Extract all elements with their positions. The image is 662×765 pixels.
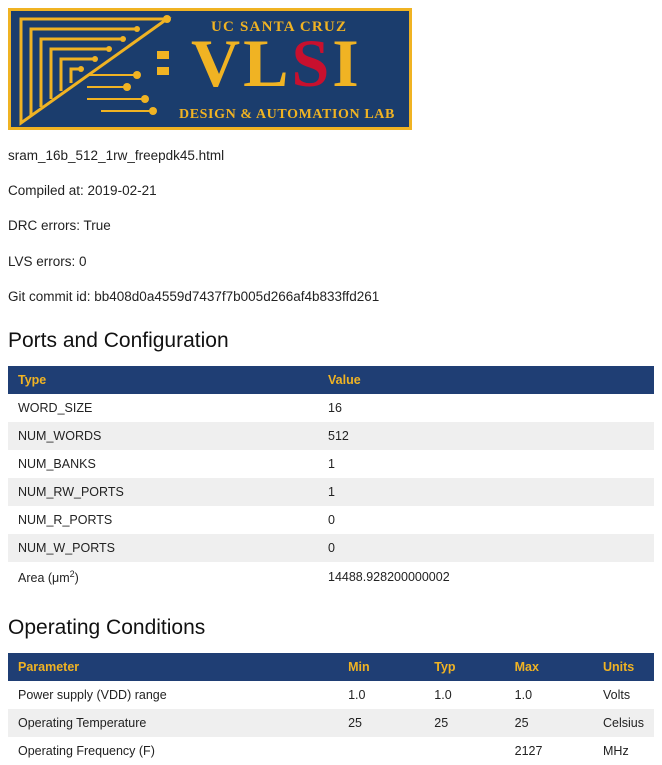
cell-type: NUM_RW_PORTS (18, 485, 124, 500)
table-row (8, 394, 654, 422)
cell-parameter: Operating Temperature (18, 716, 147, 731)
ports-table-body (8, 394, 654, 592)
cell-units: Volts (603, 688, 631, 703)
conditions-table-body (8, 681, 654, 765)
column-header-max: Max (505, 653, 593, 681)
table-row (8, 450, 654, 478)
logo-org-name: UC SANTA CRUZ (211, 19, 348, 35)
cell-value: 0 (328, 541, 335, 556)
logo-letter-i: I (332, 25, 362, 101)
cell-min: 25 (348, 716, 363, 731)
column-header-value: Value (318, 366, 654, 394)
cell-max: 2127 (514, 744, 543, 759)
cell-type: NUM_BANKS (18, 457, 96, 472)
table-row (8, 534, 654, 562)
ports-table-head (8, 366, 654, 394)
cell-min (338, 737, 424, 765)
column-header-units: Units (593, 653, 654, 681)
table-row (8, 709, 654, 737)
cell-type: NUM_WORDS (18, 429, 102, 444)
cell-max: 1.0 (514, 688, 533, 703)
table-row (8, 681, 654, 709)
logo-subtitle: DESIGN & AUTOMATION LAB (179, 107, 395, 122)
column-header-type: Type (8, 366, 318, 394)
cell-value: 1 (328, 485, 335, 500)
ports-section-title: Ports and Configuration (8, 328, 229, 352)
cell-max: 25 (514, 716, 529, 731)
cell-value: 1 (328, 457, 335, 472)
lvs-errors: LVS errors: 0 (8, 253, 87, 269)
operating-conditions-table (8, 653, 654, 765)
table-header-row (8, 653, 654, 681)
cell-value: 0 (328, 513, 335, 528)
drc-errors: DRC errors: True (8, 218, 111, 234)
table-header-row (8, 366, 654, 394)
table-row (8, 478, 654, 506)
area-label-suffix: ) (74, 571, 79, 586)
cell-type-area (8, 562, 318, 592)
ports-configuration-table (8, 366, 654, 592)
table-row (8, 562, 654, 592)
logo-letter-s: S (291, 25, 333, 101)
table-row (8, 506, 654, 534)
cell-units: MHz (603, 744, 629, 759)
cell-value: 14488.928200000002 (328, 570, 450, 585)
compiled-at: Compiled at: 2019-02-21 (8, 183, 157, 199)
cell-parameter: Power supply (VDD) range (18, 688, 167, 703)
cell-type: NUM_W_PORTS (18, 541, 116, 556)
logo-letter-l: L (243, 25, 292, 101)
cell-type: WORD_SIZE (18, 401, 93, 416)
cell-parameter: Operating Frequency (F) (18, 744, 155, 759)
cell-units: Celsius (603, 716, 644, 731)
column-header-min: Min (338, 653, 424, 681)
conditions-table-head (8, 653, 654, 681)
cell-type: NUM_R_PORTS (18, 513, 113, 528)
vlsi-lab-logo (8, 8, 412, 130)
logo-letter-v: V (191, 25, 244, 101)
column-header-parameter: Parameter (8, 653, 338, 681)
git-commit-id: Git commit id: bb408d0a4559d7437f7b005d266af4b833ffd261 (8, 288, 380, 304)
cell-value: 16 (328, 401, 342, 416)
table-row (8, 422, 654, 450)
circuit-pattern-icon (17, 15, 177, 127)
cell-typ: 25 (434, 716, 449, 731)
area-label-prefix: Area (μm (18, 571, 70, 586)
cell-typ: 1.0 (434, 688, 452, 703)
cell-typ (424, 737, 504, 765)
cell-min: 1.0 (348, 688, 366, 703)
area-label-exponent: 2 (69, 569, 75, 580)
report-filename: sram_16b_512_1rw_freepdk45.html (8, 148, 225, 163)
column-header-typ: Typ (424, 653, 504, 681)
cell-value: 512 (328, 429, 349, 444)
table-row (8, 737, 654, 765)
conditions-section-title: Operating Conditions (8, 616, 206, 640)
